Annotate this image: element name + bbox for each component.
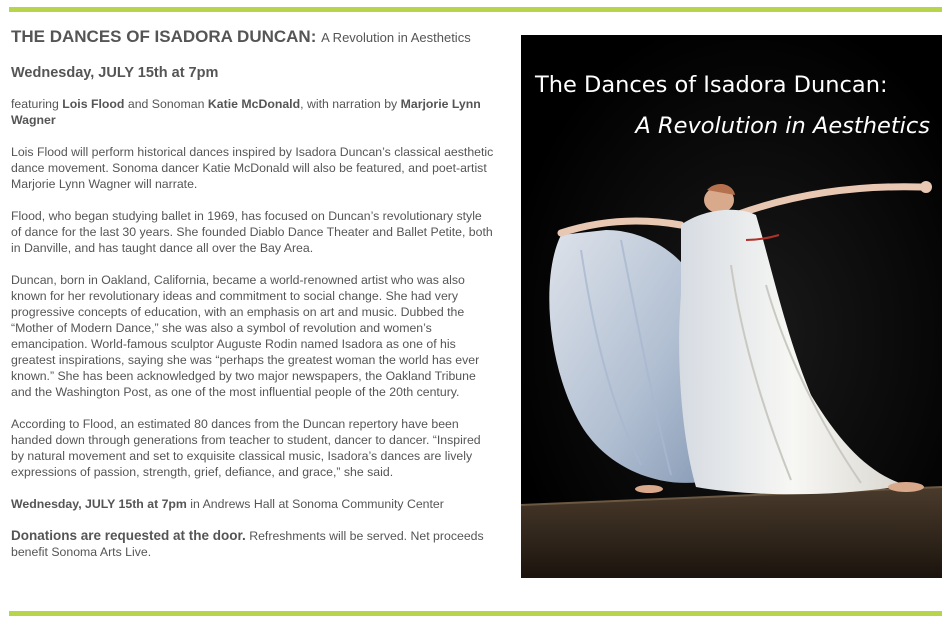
paragraph-repertory: According to Flood, an estimated 80 dances from the Duncan repertory have been handed down through generations from teacher to student, dancer to dancer. “Inspired by natural movement and set to exquisite classical music, Isadora’s dances are lively expressions of passion, strength, grief, defiance, and grace,” she said.: [11, 417, 481, 479]
featuring-line: [11, 96, 495, 128]
featuring-text-2: and Sonoman: [124, 97, 208, 111]
top-divider: [9, 7, 942, 12]
paragraph-duncan-bio: Duncan, born in Oakland, California, became a world-renowned artist who was also known for her revolutionary ideas and commitment to social change. She had very progressive concepts of education, with an emphasis on art and music. Dubbed the “Mother of Modern Dance,” she was also a symbol of revolution and women’s emancipation. World-famous sculptor Auguste Rodin named Isadora as one of his greatest inspirations, saying she was “perhaps the greatest woman the world has ever known.” She has been acknowledged by two major newspapers, the Oakland Tribune and the Washington Post, as one of the most influential people of the 20th century.: [11, 273, 480, 399]
dancer-photo: [521, 35, 942, 578]
donations-heading: Donations are requested at the door.: [11, 528, 246, 543]
featuring-text-1: featuring: [11, 97, 63, 111]
donations-text: Refreshments will be served. Net proceeds benefit Sonoma Arts Live.: [11, 529, 484, 559]
title-subtitle: A Revolution in Aesthetics: [321, 30, 471, 45]
performer-name-2: Katie McDonald: [207, 97, 301, 111]
event-location: in Andrews Hall at Sonoma Community Center: [186, 497, 444, 511]
photo-title: The Dances of Isadora Duncan:: [535, 72, 888, 98]
event-date: Wednesday, JULY 15th at 7pm: [11, 497, 187, 511]
photo-subtitle: A Revolution in Aesthetics: [635, 113, 930, 139]
paragraph-flood-bio: Flood, who began studying ballet in 1969, has focused on Duncan’s revolutionary style of dance for the last 30 years. She founded Diablo Dance Theater and Ballet Petite, both in Danville, and has taught dance all over the Bay Area.: [11, 209, 493, 255]
paragraph-intro: Lois Flood will perform historical dances inspired by Isadora Duncan’s classical aesthetic dance movement. Sonoma dancer Katie McDonald will also be featured, and poet-artist Marjorie Lynn Wagner will narrate.: [11, 145, 494, 191]
event-details: [11, 496, 495, 512]
donations-note: [11, 528, 495, 560]
performer-name-1: Lois Flood: [62, 97, 125, 111]
narrator-name: Marjorie Lynn Wagner: [11, 97, 481, 127]
featuring-text-3: , with narration by: [300, 97, 401, 111]
bottom-divider: [9, 611, 942, 616]
event-date-heading: Wednesday, JULY 15th at 7pm: [11, 65, 219, 81]
title-main: THE DANCES OF ISADORA DUNCAN:: [11, 27, 317, 46]
article-column: [11, 26, 495, 560]
page-title: [11, 26, 495, 49]
